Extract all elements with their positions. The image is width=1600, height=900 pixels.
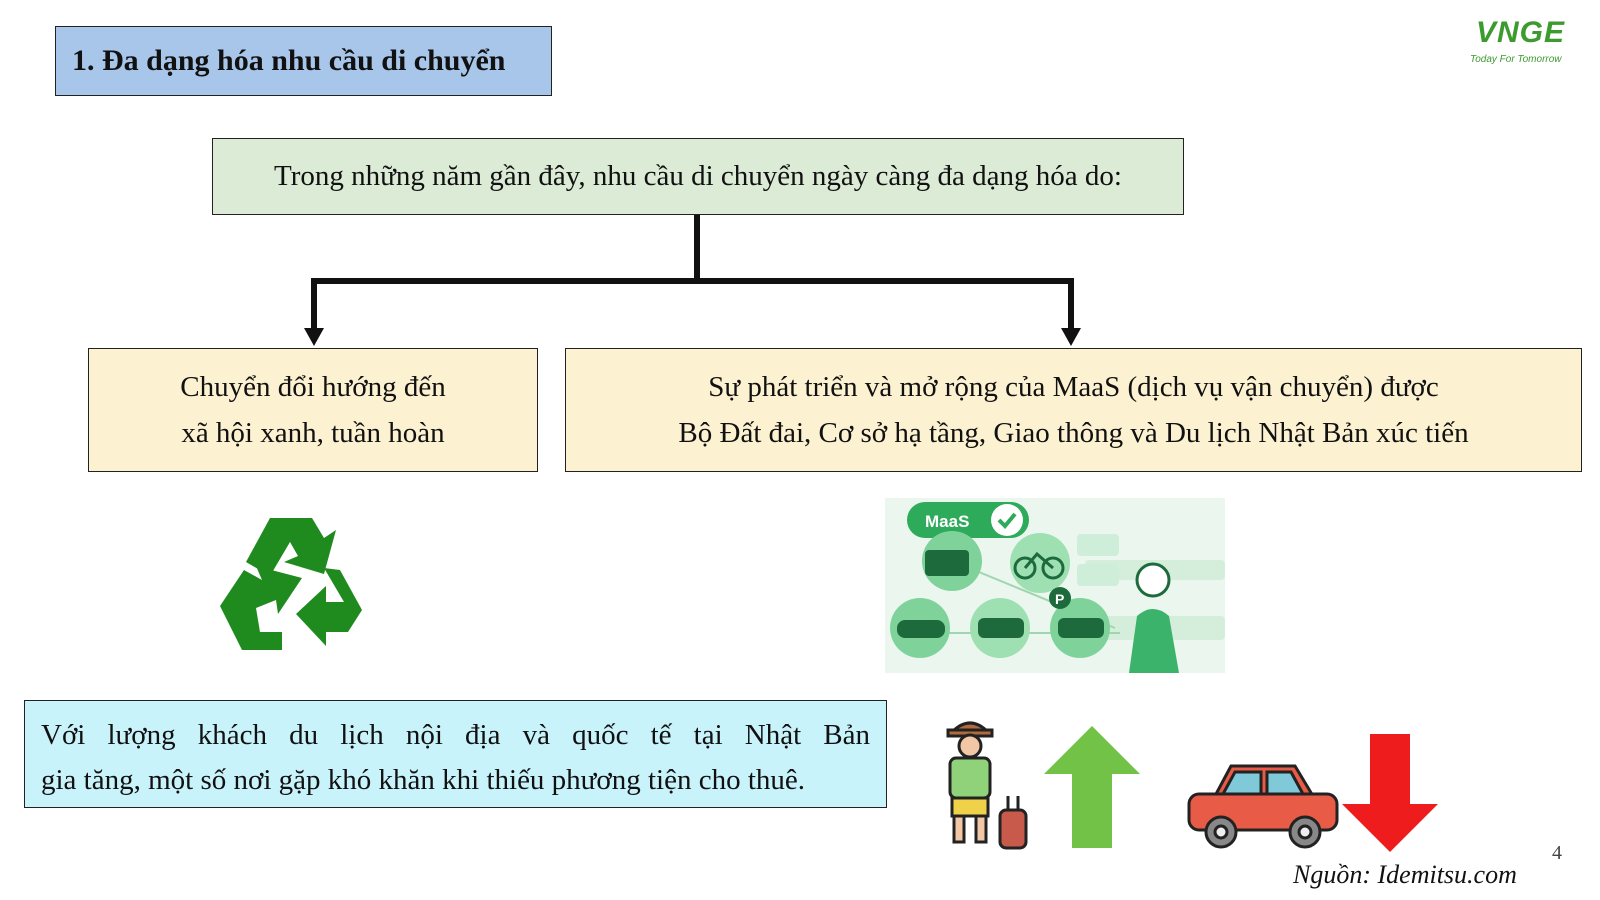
intro-text: Trong những năm gần đây, nhu cầu di chuyển ngày càng đa dạng hóa do: xyxy=(274,160,1122,192)
note-line-2: gia tăng, một số nơi gặp khó khăn khi thiếu phương tiện cho thuê. xyxy=(41,764,806,796)
cause-line-1: Sự phát triển và mở rộng của MaaS (dịch vụ vận chuyển) được xyxy=(708,371,1439,403)
maas-badge-label: MaaS xyxy=(925,512,970,531)
car-icon xyxy=(1185,760,1340,852)
tourism-note xyxy=(24,700,887,808)
cause-box-maas xyxy=(565,348,1582,472)
cause-line-2: xã hội xanh, tuần hoàn xyxy=(181,417,445,449)
slide-title: 1. Đa dạng hóa nhu cầu di chuyển xyxy=(55,26,552,96)
recycle-icon xyxy=(212,510,367,660)
note-line-1: Với lượng khách du lịch nội địa và quốc tế tại Nhật Bản xyxy=(41,719,870,751)
source-credit: Nguồn: Idemitsu.com xyxy=(1293,860,1517,889)
logo-tagline: Today For Tomorrow xyxy=(1470,54,1562,65)
up-arrow-icon xyxy=(1044,726,1140,848)
down-arrow-icon xyxy=(1342,734,1438,852)
cause-line-1: Chuyển đổi hướng đến xyxy=(180,371,446,403)
page-number: 4 xyxy=(1552,842,1562,864)
cause-line-2: Bộ Đất đai, Cơ sở hạ tầng, Giao thông và Du lịch Nhật Bản xúc tiến xyxy=(678,417,1469,449)
maas-illustration xyxy=(885,498,1225,673)
cause-box-green-society xyxy=(88,348,538,472)
logo-mark: VNGE xyxy=(1476,16,1566,49)
parking-sign-label: P xyxy=(1055,591,1065,607)
tourist-icon xyxy=(938,714,1033,854)
